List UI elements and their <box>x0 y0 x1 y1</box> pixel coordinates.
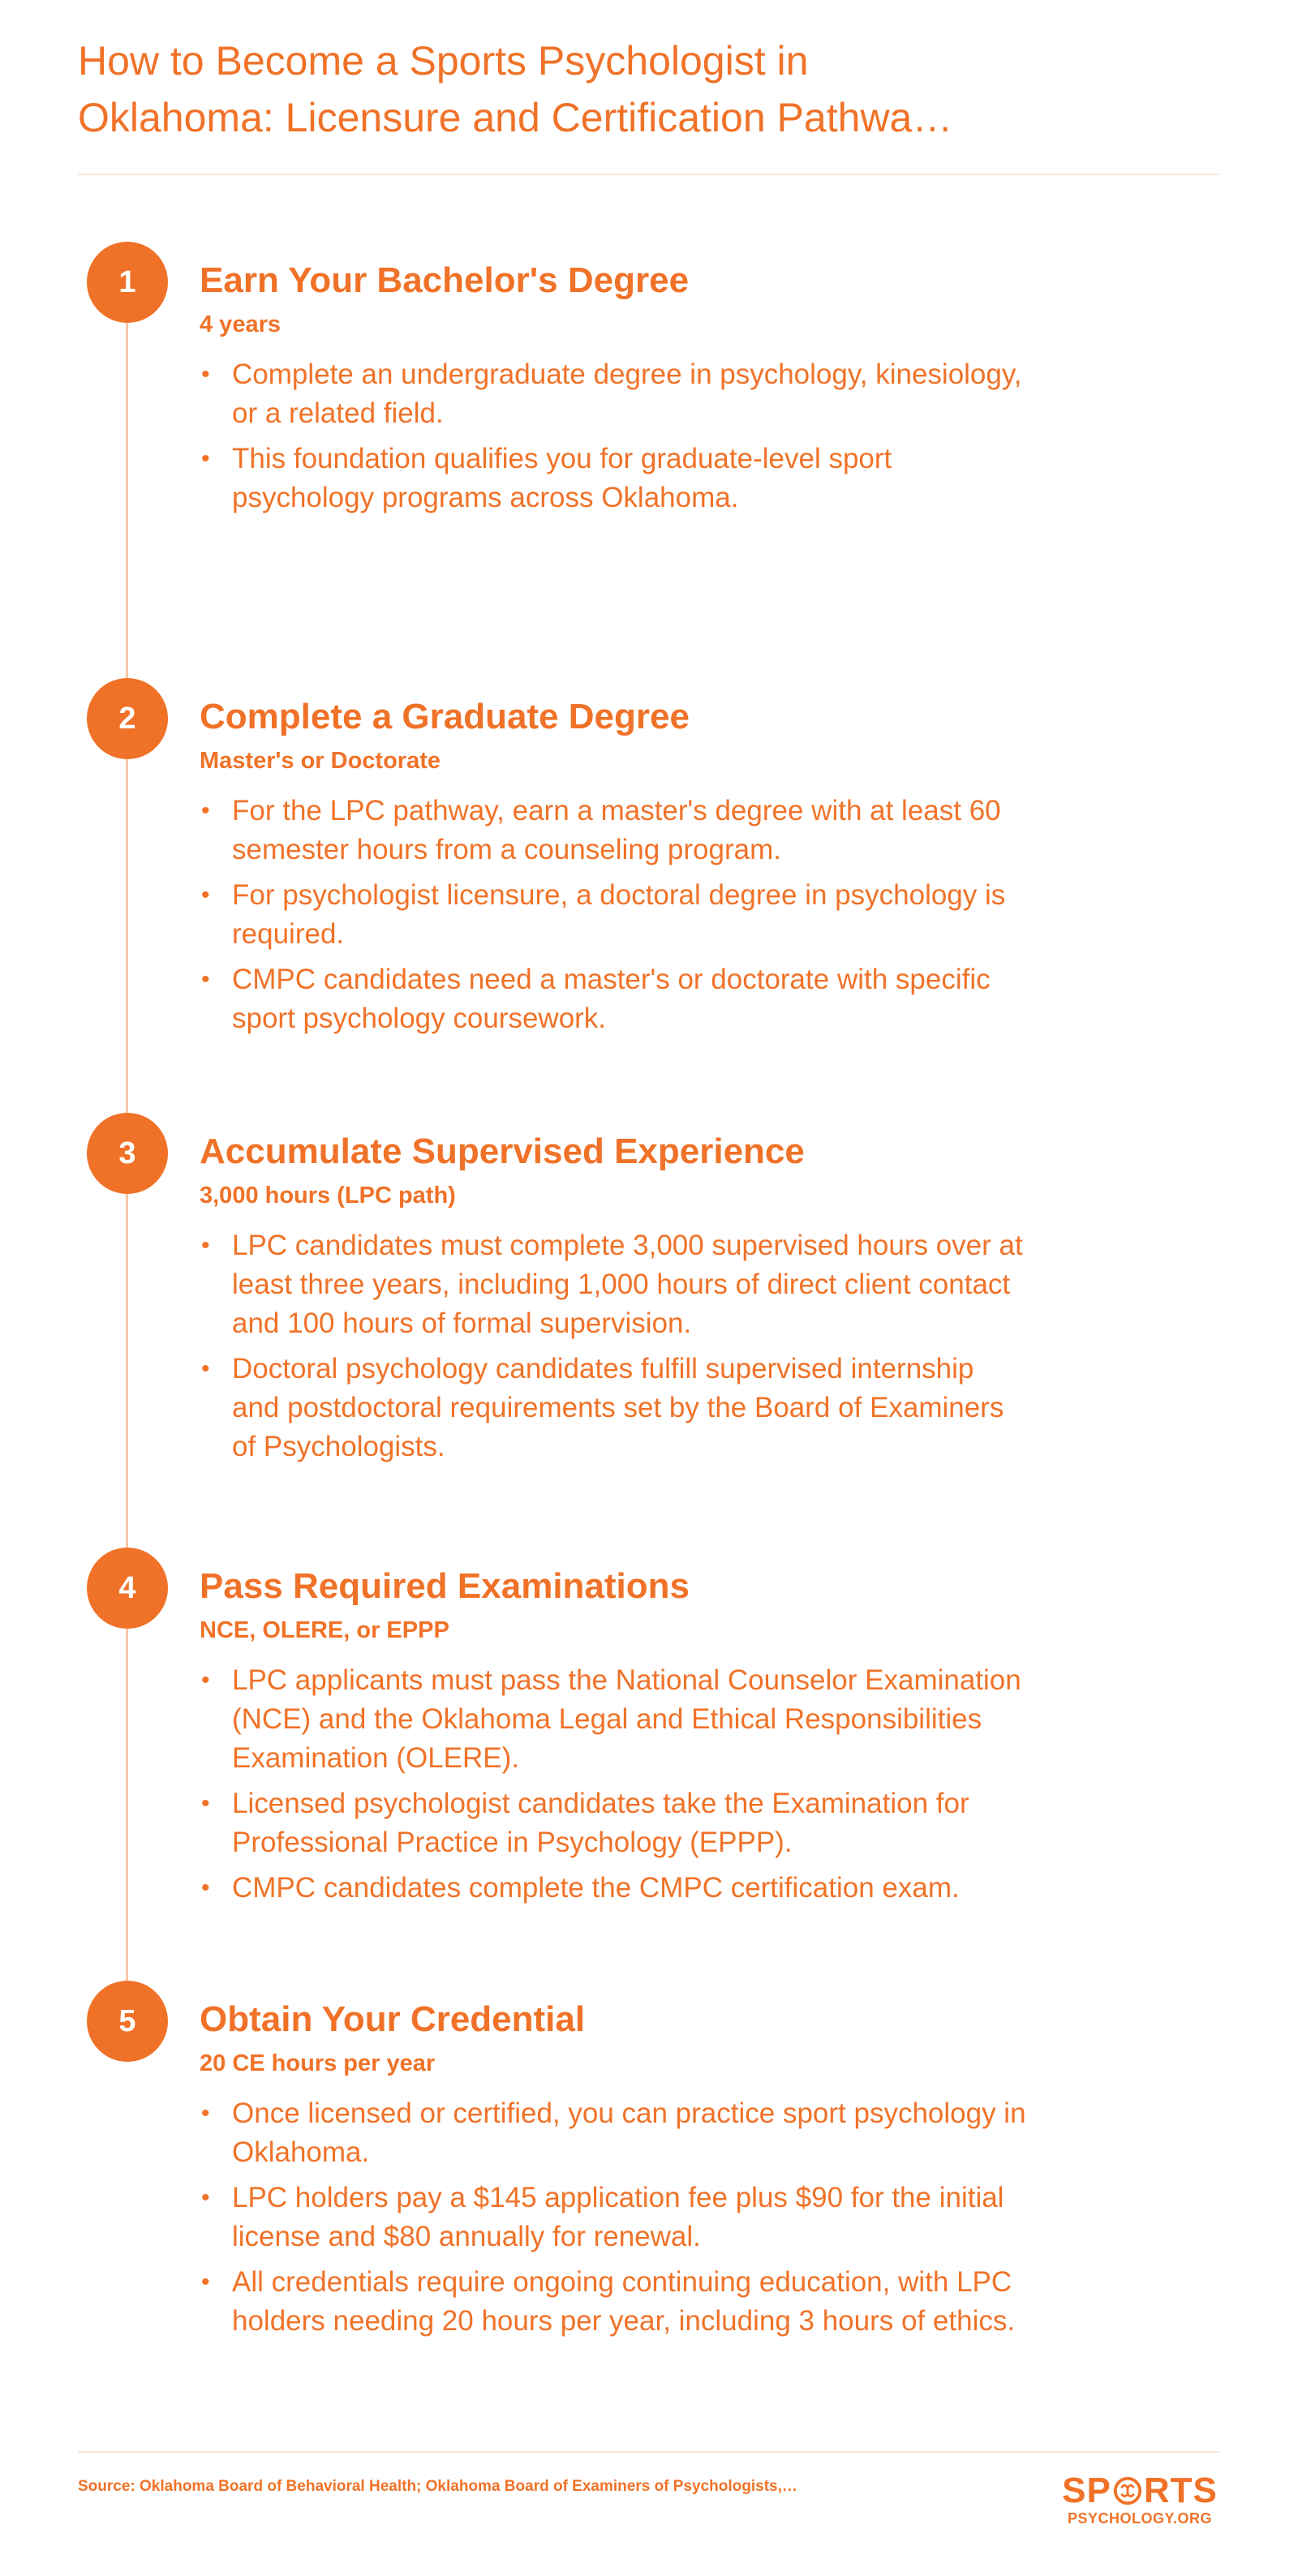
step-number-badge: 3 <box>87 1113 168 1194</box>
bullet-dot-icon: • <box>201 361 210 388</box>
bullet-item <box>200 2263 1027 2341</box>
step-bullet-list <box>200 792 1027 1045</box>
step-number-badge: 2 <box>87 678 168 759</box>
bullet-dot-icon: • <box>201 1355 210 1382</box>
bullet-item <box>200 1869 1027 1908</box>
bullet-dot-icon: • <box>201 1874 210 1901</box>
bullet-dot-icon: • <box>201 2269 210 2295</box>
step-bullet-list <box>200 1661 1027 1914</box>
bullet-item <box>200 960 1027 1038</box>
bullet-item <box>200 1784 1027 1862</box>
bullet-dot-icon: • <box>201 1232 210 1259</box>
bullet-text: CMPC candidates need a master's or doctorate with specific sport psychology coursework. <box>232 964 991 1034</box>
step-title: Accumulate Supervised Experience <box>200 1131 805 1171</box>
bullet-item <box>200 355 1027 433</box>
bullet-item <box>200 1661 1027 1778</box>
logo-text-right: RTS <box>1143 2471 1218 2510</box>
bullet-text: Complete an undergraduate degree in psychology, kinesiology, or a related field. <box>232 358 1022 429</box>
bullet-dot-icon: • <box>201 2100 210 2127</box>
bullet-item <box>200 876 1027 954</box>
step-bullet-list <box>200 2094 1027 2347</box>
step-title: Complete a Graduate Degree <box>200 697 690 736</box>
logo-subtext: PSYCHOLOGY.ORG <box>1067 2510 1213 2527</box>
step-number-badge: 4 <box>87 1548 168 1629</box>
bullet-text: LPC holders pay a $145 application fee plus $90 for the initial license and $80 annually for renewal. <box>232 2182 1004 2252</box>
footer-divider <box>78 2451 1220 2453</box>
bullet-text: Once licensed or certified, you can practice sport psychology in Oklahoma. <box>232 2097 1026 2168</box>
bullet-text: LPC candidates must complete 3,000 supervised hours over at least three years, including 1,000 hours of direct client contact and 100 hours of formal supervision. <box>232 1230 1023 1339</box>
bullet-dot-icon: • <box>201 882 210 908</box>
bullet-text: Doctoral psychology candidates fulfill supervised internship and postdoctoral requirements set by the Board of Examiners of Psychologists. <box>232 1353 1004 1462</box>
bullet-item <box>200 1226 1027 1343</box>
header-divider <box>78 174 1220 175</box>
bullet-dot-icon: • <box>201 966 210 993</box>
bullet-item <box>200 1350 1027 1466</box>
bullet-item <box>200 792 1027 869</box>
step-subtitle: 20 CE hours per year <box>200 2050 436 2076</box>
step-bullet-list <box>200 355 1027 524</box>
source-citation: Source: Oklahoma Board of Behavioral Health; Oklahoma Board of Examiners of Psychologists,… <box>78 2478 797 2495</box>
step-subtitle: Master's or Doctorate <box>200 748 441 774</box>
step-bullet-list <box>200 1226 1027 1473</box>
bullet-text: This foundation qualifies you for graduate-level sport psychology programs across Oklahoma. <box>232 443 892 513</box>
bullet-dot-icon: • <box>201 797 210 824</box>
logo-text-left: SP <box>1062 2471 1111 2510</box>
step-subtitle: 4 years <box>200 311 281 337</box>
bullet-item <box>200 2179 1027 2256</box>
bullet-text: For the LPC pathway, earn a master's degree with at least 60 semester hours from a counseling program. <box>232 795 1001 865</box>
bullet-text: All credentials require ongoing continuing education, with LPC holders needing 20 hours per year, including 3 hours of ethics. <box>232 2266 1016 2337</box>
logo-wordmark <box>1059 2472 1221 2509</box>
bullet-text: Licensed psychologist candidates take the Examination for Professional Practice in Psychology (EPPP). <box>232 1788 969 1858</box>
step-number-badge: 5 <box>87 1981 168 2062</box>
bullet-dot-icon: • <box>201 1667 210 1694</box>
bullet-text: CMPC candidates complete the CMPC certification exam. <box>232 1872 960 1904</box>
bullet-item <box>200 2094 1027 2172</box>
bullet-dot-icon: • <box>201 2184 210 2211</box>
bullet-dot-icon: • <box>201 445 210 472</box>
page-title: How to Become a Sports Psychologist in Oklahoma: Licensure and Certification Pathwa… <box>78 38 953 140</box>
brain-ball-icon <box>1112 2475 1143 2506</box>
bullet-dot-icon: • <box>201 1790 210 1817</box>
step-title: Obtain Your Credential <box>200 1999 586 2039</box>
step-subtitle: NCE, OLERE, or EPPP <box>200 1617 449 1643</box>
bullet-text: LPC applicants must pass the National Counselor Examination (NCE) and the Oklahoma Legal and Ethical Responsibilities Examination (OLERE). <box>232 1664 1021 1774</box>
step-subtitle: 3,000 hours (LPC path) <box>200 1183 456 1209</box>
sportspsychology-logo[interactable] <box>1059 2472 1221 2527</box>
step-title: Pass Required Examinations <box>200 1566 690 1606</box>
step-number-badge: 1 <box>87 242 168 323</box>
step-title: Earn Your Bachelor's Degree <box>200 260 690 300</box>
bullet-item <box>200 440 1027 517</box>
bullet-text: For psychologist licensure, a doctoral degree in psychology is required. <box>232 879 1006 950</box>
